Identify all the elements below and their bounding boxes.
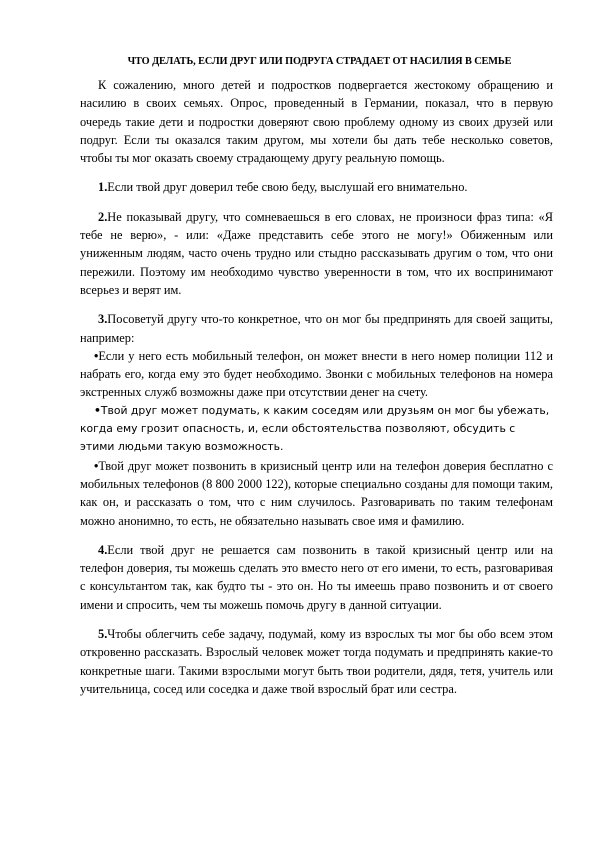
advice-text-5: Чтобы облегчить себе задачу, подумай, кому из взрослых ты мог бы обо всем этом откровенно рассказать. Взрослый человек может тогда подумать и предпринять какие-то конкретные шаги. Такими взрослыми могут быть твои родители, дядя, тетя, учитель или учительница, сосед или соседка и даже твой взрослый брат или сестра. — [80, 627, 553, 696]
bullet-text-3: Твой друг может позвонить в кризисный центр или на телефон доверия бесплатно с мобильных телефонов (8 800 2000 122), которые специально созданы для помощи таким, как он, и рассказать о том, что с ним случилось. Разговаривать по таким телефонам можно анонимно, то есть, не обязательно называть свое имя и фамилию. — [80, 458, 553, 528]
document-page — [80, 56, 553, 698]
advice-text-4: Если твой друг не решается сам позвонить в такой кризисный центр или на телефон доверия, ты можешь сделать это вместо него от его имени, то есть, разговаривая с консультантом так, как будто ты - это он. Но ты имеешь право позвонить и от своего имени и спросить, чем ты можешь помочь другу в данной ситуации. — [80, 542, 553, 612]
bullet-icon: • — [94, 348, 99, 363]
advice-number-1: 1. — [98, 180, 108, 195]
advice-number-5: 5. — [98, 627, 108, 642]
intro-paragraph: К сожалению, много детей и подростков подвергается жестокому обращению и насилию в своих семьях. Опрос, проведенный в Германии, показал, что в первую очередь такие дети и подростки доверяют свою проблему одному из своих друзей или подруг. Если ты оказался таким другом, мы хотели бы дать тебе несколько советов, чтобы ты мог оказать своему страдающему другу реальную помощь. — [80, 78, 553, 166]
bullet-text-1: Если у него есть мобильный телефон, он может внести в него номер полиции 112 и набрать его, когда ему это будет необходимо. Звонки с мобильных телефонов на номера экстренных служб возможны даже при отсутствии денег на счету. — [80, 348, 553, 400]
bullet-item-2 — [80, 402, 553, 457]
bullet-item-3 — [80, 457, 553, 530]
advice-number-2: 2. — [98, 209, 108, 224]
bullet-text-2: Твой друг может подумать, к каким соседям или друзьям он мог бы убежать, когда ему грозит опасность, и, если обстоятельства позволяют, обсудить с этими людьми такую возможность. — [80, 403, 550, 454]
document-title: ЧТО ДЕЛАТЬ, ЕСЛИ ДРУГ ИЛИ ПОДРУГА СТРАДАЕТ ОТ НАСИЛИЯ В СЕМЬЕ — [127, 56, 512, 67]
advice-text-3: Посоветуй другу что-то конкретное, что он мог бы предпринять для своей защиты, например: — [80, 312, 553, 345]
advice-item-1 — [80, 178, 553, 196]
bullet-icon: • — [94, 458, 99, 473]
advice-item-2 — [80, 208, 553, 299]
advice-item-4 — [80, 541, 553, 614]
bullet-item-1 — [80, 347, 553, 402]
advice-number-3: 3. — [98, 312, 108, 327]
advice-item-5 — [80, 625, 553, 698]
advice-number-4: 4. — [98, 542, 108, 557]
advice-item-3 — [80, 310, 553, 347]
advice-text-2: Не показывай другу, что сомневаешься в его словах, не произноси фраз типа: «Я тебе не верю», - или: «Даже представить себе этого не могу!» Обиженным или униженным людям, часто очень трудно или стыдно рассказывать другим о том, что они пережили. Поэтому им необходимо чувство уверенности в том, что их воспринимают всерьез и верят им. — [80, 209, 553, 297]
advice-text-1: Если твой друг доверил тебе свою беду, выслушай его внимательно. — [107, 180, 468, 195]
bullet-icon: • — [94, 403, 101, 417]
